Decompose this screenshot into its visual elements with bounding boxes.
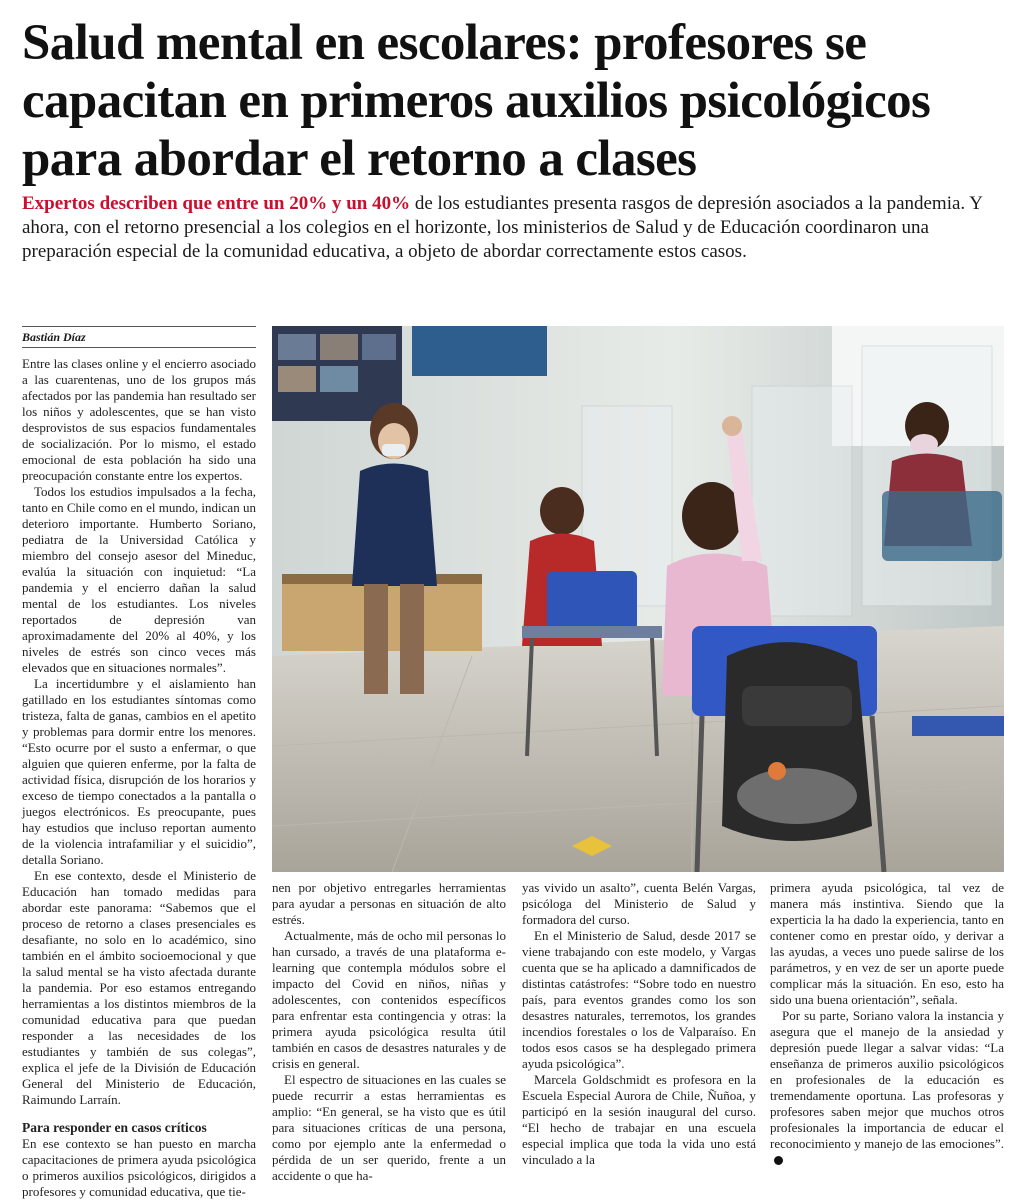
body-paragraph: primera ayuda psicológica, tal vez de manera más instintiva. Siendo que la experticia la ha dado la experiencia, tanto en contener como en prestar oído, y derivar a las ayudas, a veces uno puede salirse de los parámetros, y en vez de ser un aporte puede complicar más la situación. En eso, esto ha sido una buena orientación”, señala. [770, 880, 1004, 1007]
body-paragraph: Marcela Goldschmidt es profesora en la Escuela Especial Aurora de Chile, Ñuñoa, y participó en la sesión inaugural del curso. “El hecho de trabajar en una escuela especial implica que toda la vida uno está vinculado a la [522, 1072, 756, 1167]
body-paragraph: En ese contexto, desde el Ministerio de Educación han tomado medidas para abordar este panorama: “Sabemos que el proceso de retorno a clases presenciales es desafiante, no solo en lo académico, sino también en el ámbito socioemocional y que la salud mental se ha visto afectada durante la pandemia. Por eso estamos entregando herramientas a los distintos miembros de la comunidad educativa para que puedan responder a las necesidades de los estudiantes y también de sus colegas”, explica el jefe de la División de Educación General del Ministerio de Educación, Raimundo Larraín. [22, 868, 256, 1107]
headline: Salud mental en escolares: profesores se capacitan en primeros auxilios psicológicos para abordar el retorno a clases [22, 15, 931, 187]
lead-paragraph [22, 192, 1012, 264]
classroom-photo [272, 326, 1004, 872]
article-column-3 [522, 880, 756, 1168]
body-paragraph: Actualmente, más de ocho mil personas lo han cursado, a través de una plataforma e-learning que contempla módulos sobre el impacto del Covid en niños, niñas y adolescentes, con contenidos específicos para enfrentar esta contingencia y otras: la primera ayuda psicológica resulta útil también en casos de desastres naturales y de crisis en general. [272, 928, 506, 1071]
body-paragraph: La incertidumbre y el aislamiento han gatillado en los estudiantes síntomas como tristeza, falta de ganas, cambios en el apetito y problemas para dormir entre los menores. “Esto ocurre por el susto a enfermar, o que alguien que quieren enferme, por la falta de actividad física, disrupción de los horarios y exceso de tiempo conectados a la pantalla o juegos electrónicos. Es preocupante, pues hay estudios que incluso reportan aumento de la violencia intrafamiliar y el suicidio”, detalla Soriano. [22, 676, 256, 867]
body-paragraph: nen por objetivo entregarles herramientas para ayudar a personas en situación de alto estrés. [272, 880, 506, 927]
body-paragraph: Todos los estudios impulsados a la fecha, tanto en Chile como en el mundo, indican un deterioro importante. Humberto Soriano, pediatra de la Universidad Católica y miembro del consejo asesor del Mineduc, evalúa la situación con inquietud: “La pandemia y el encierro dañan la salud mental de los estudiantes. Los niveles reportados de depresión van aproximadamente del 20% al 40%, y los niveles de estrés son cinco veces más elevados que en situaciones normales”. [22, 484, 256, 675]
byline-rule-bottom [22, 347, 256, 348]
body-paragraph: yas vivido un asalto”, cuenta Belén Vargas, psicóloga del Ministerio de Salud y formadora del curso. [522, 880, 756, 927]
lead-highlight: Expertos describen que entre un 20% y un 40% [22, 193, 411, 214]
subheading: Para responder en casos críticos [22, 1120, 207, 1135]
article-column-1 [22, 356, 256, 1200]
body-paragraph [770, 1008, 1004, 1168]
body-paragraph: Entre las clases online y el encierro asociado a las cuarentenas, uno de los grupos más afectados por las pandemia han resultado ser los niños y adolescentes, que se han visto desprovistos de sus espacios fundamentales de socialización. Por lo mismo, el estado emocional de esta población ha sido una preocupación constante entre los expertos. [22, 356, 256, 483]
byline-rule-top [22, 326, 256, 327]
body-paragraph: En el Ministerio de Salud, desde 2017 se viene trabajando con este modelo, y Vargas cuenta que se ha aplicado a damnificados de distintas catástrofes: “Sobre todo en nuestro país, para eventos grandes como los son desastres naturales, terremotos, los grandes incendios forestales o los de Valparaíso. En todos esos casos se ha desplegado primera ayuda psicológica”. [522, 928, 756, 1071]
body-paragraph: El espectro de situaciones en las cuales se puede recurrir a estas herramientas es amplio: “En general, se ha visto que es útil para situaciones críticas de una persona, como por ejemplo ante la enfermedad o pérdida de un ser querido, frente a un accidente o que ha- [272, 1072, 506, 1183]
article-column-2 [272, 880, 506, 1184]
article-column-4 [770, 880, 1004, 1168]
lead-text: de los estudiantes presenta rasgos de depresión asociados a la pandemia. Y ahora, con el retorno presencial a los colegios en el horizonte, los ministerios de Salud y de Educación coordinaron una preparación especial de la comunidad educativa, a objeto de abordar correctamente estos casos. [22, 193, 983, 262]
body-paragraph: En ese contexto se han puesto en marcha capacitaciones de primera ayuda psicológica o primeros auxilios psicológicos, dirigidos a profesores y comunidad educativa, que tie- [22, 1136, 256, 1199]
closing-text: Por su parte, Soriano valora la instancia y asegura que el manejo de la ansiedad y depresión puede llegar a salvar vidas: “La enseñanza de primeros auxilio psicológicos en profesionales de la educación es tremendamente oportuna. Las profesoras y profesores saben mejor que muchos otros profesionales la importancia de educar el reconocimiento y manejo de las emociones”. [770, 1008, 1004, 1151]
byline: Bastián Díaz [22, 330, 86, 344]
end-mark-icon [774, 1156, 783, 1165]
